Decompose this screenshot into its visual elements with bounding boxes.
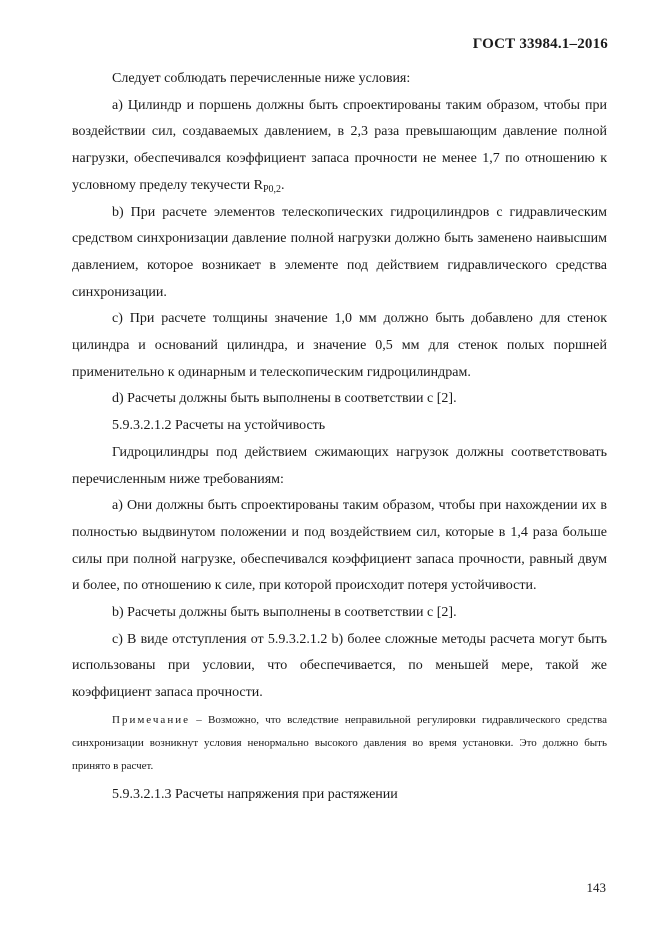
paragraph-stability-a: а) Они должны быть спроектированы таким образом, чтобы при нахождении их в полностью выдвинутом положении и под воздействием сил, которые в 1,4 раза больше силы при полной нагрузке, обеспечивался коэффициент запаса прочности, равный двум и более, по отношению к силе, при которой происходит потеря устойчивости. xyxy=(72,498,607,594)
paragraph-condition-b: b) При расчете элементов телескопических гидроцилиндров с гидравлическим средством синхронизации давление полной нагрузки должно быть заменено наивысшим давлением, которое возникает в элементе под действием гидравлического средства синхронизации. xyxy=(72,204,607,300)
note-label: Примечание xyxy=(112,713,190,726)
paragraph-condition-a-end: . xyxy=(281,177,285,193)
document-code: ГОСТ 33984.1–2016 xyxy=(472,36,608,52)
section-heading-stability: 5.9.3.2.1.2 Расчеты на устойчивость xyxy=(112,418,326,434)
paragraph-condition-d: d) Расчеты должны быть выполнены в соответствии с [2]. xyxy=(112,391,457,407)
paragraph-condition-a-text: а) Цилиндр и поршень должны быть спроектированы таким образом, чтобы при воздействии сил, создаваемых давлением, в 2,3 раза превышающим давление полной нагрузки, обеспечивался коэффициент запаса прочности не менее 1,7 по отношению к условному пределу текучести R xyxy=(72,97,607,193)
yield-strength-subscript: P0,2 xyxy=(262,183,282,195)
paragraph-condition-a xyxy=(72,93,607,200)
paragraph-conditions-intro: Следует соблюдать перечисленные ниже условия: xyxy=(112,71,411,86)
note-block xyxy=(72,709,607,778)
note-text: – Возможно, что вследствие неправильной регулировки гидравлического средства синхронизации возникнут условия ненормально высокого давления во время установки. Это должно быть принято в расчет. xyxy=(72,713,607,772)
paragraph-stability-b: b) Расчеты должны быть выполнены в соответствии с [2]. xyxy=(112,605,457,621)
paragraph-condition-c: с) При расчете толщины значение 1,0 мм должно быть добавлено для стенок цилиндра и оснований цилиндра, и значение 0,5 мм для стенок полых поршней применительно к одинарным и телескопическим гидроцилиндрам. xyxy=(72,311,607,380)
page-number: 143 xyxy=(586,880,606,895)
document-body xyxy=(72,66,607,809)
section-heading-tension: 5.9.3.2.1.3 Расчеты напряжения при растяжении xyxy=(112,786,398,802)
paragraph-compression-intro: Гидроцилиндры под действием сжимающих нагрузок должны соответствовать перечисленным ниже требованиям: xyxy=(72,444,607,487)
paragraph-stability-c: с) В виде отступления от 5.9.3.2.1.2 b) более сложные методы расчета могут быть использованы при условии, что обеспечивается, по меньшей мере, такой же коэффициент запаса прочности. xyxy=(72,631,607,701)
